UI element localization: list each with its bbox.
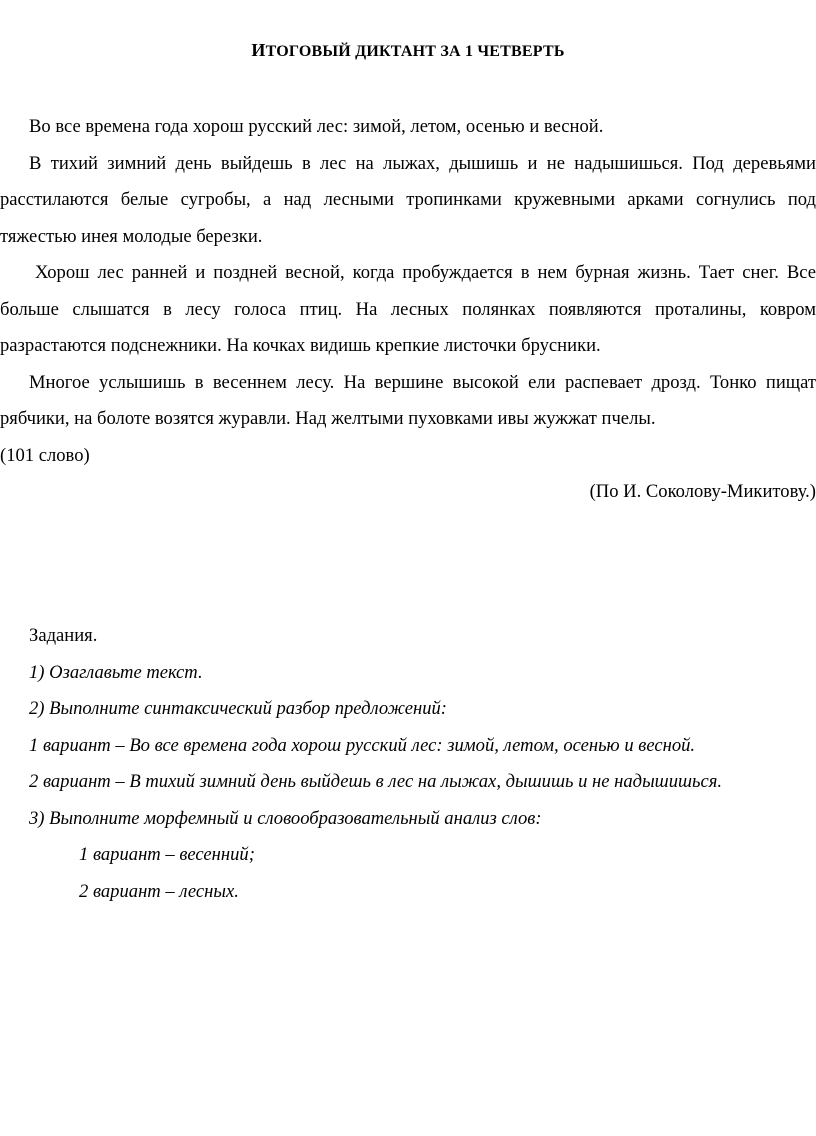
word-count: (101 слово): [0, 444, 90, 466]
paragraph-4: Многое услышишь в весеннем лесу. На вершине высокой ели распевает дрозд. Тонко пищат рябчики, на болоте возятся журавли. Над желтыми пуховками ивы жужжат пчелы.: [0, 371, 816, 429]
task-item: 1 вариант – Во все времена года хорош русский лес: зимой, летом, осенью и весной.: [29, 734, 696, 756]
task-item: 2 вариант – лесных.: [79, 880, 239, 902]
dictation-text: [0, 109, 816, 511]
paragraph-1: Во все времена года хорош русский лес: зимой, летом, осенью и весной.: [29, 116, 604, 137]
paragraph-3: Хорош лес ранней и поздней весной, когда пробуждается в нем бурная жизнь. Тает снег. Все больше слышатся в лесу голоса птиц. На лесных полянках появляются проталины, ковром разрастаются подснежники. На кочках видишь крепкие листочки брусники.: [0, 262, 816, 356]
tasks-heading: Задания.: [29, 625, 98, 646]
title-first-letter: И: [251, 40, 266, 60]
author-attribution: (По И. Соколову-Микитову.): [589, 481, 816, 502]
task-item: 1 вариант – весенний;: [79, 844, 255, 865]
task-item: 3) Выполните морфемный и словообразовательный анализ слов:: [29, 807, 542, 829]
paragraph-2: В тихий зимний день выйдешь в лес на лыжах, дышишь и не надышишься. Под деревьями расстилаются белые сугробы, а над лесными тропинками кружевными арками согнулись под тяжестью инея молодые березки.: [0, 152, 816, 247]
task-item: 2 вариант – В тихий зимний день выйдешь в лес на лыжах, дышишь и не надышишься.: [29, 771, 723, 792]
title-rest: ТОГОВЫЙ ДИКТАНТ ЗА 1 ЧЕТВЕРТЬ: [265, 43, 565, 60]
tasks-section: [29, 618, 816, 910]
page-title: [0, 40, 816, 61]
task-item: 1) Озаглавьте текст.: [29, 661, 203, 683]
task-item: 2) Выполните синтаксический разбор предложений:: [29, 698, 447, 719]
